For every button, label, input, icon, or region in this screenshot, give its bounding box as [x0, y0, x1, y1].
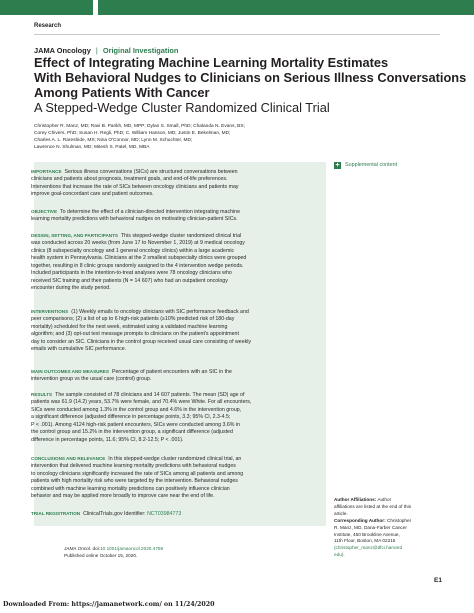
abstract-importance — [31, 168, 321, 199]
trial-registration-text: ClinicalTrials.gov Identifier: — [83, 511, 148, 517]
top-banner — [0, 0, 474, 15]
abstract-line: clinicians and patients about prognosis, treatment goals, and end-of-life preferences. — [31, 176, 228, 183]
abstract-line: mortality) scheduled for the next week, estimated using a validated machine learning — [31, 323, 228, 330]
abstract-line: In this stepped-wedge cluster randomized clinical trial, an — [108, 456, 242, 462]
abstract-line: Percentage of patient encounters with an SIC in the — [111, 369, 232, 375]
abstract-line: to oncology clinicians significantly increased the rate of SICs among all patients and among — [31, 470, 244, 477]
abstract-line: Included participants in the intention-to-treat analyses were 78 oncology clinicians who — [31, 270, 232, 277]
abstract-results — [31, 391, 321, 444]
top-banner-block — [0, 0, 93, 15]
affiliations-block — [334, 497, 444, 559]
article-subtitle: A Stepped-Wedge Cluster Randomized Clinical Trial — [34, 100, 330, 115]
abstract-line: behavior and may be applied more broadly to improve care near the end of life. — [31, 493, 215, 500]
abstract-line: learning mortality predictions with behavioral nudges on motivating clinician-patient SICs. — [31, 216, 238, 223]
section-label: Research — [34, 23, 62, 29]
plus-icon: + — [335, 162, 340, 169]
published-date: Published online October 15, 2020. — [64, 553, 138, 558]
abstract-section-label: MAIN OUTCOMES AND MEASURES — [31, 369, 109, 374]
abstract-line: This stepped-wedge cluster randomized clinical trial — [120, 233, 242, 239]
abstract-design — [31, 232, 321, 293]
citation-journal: JAMA Oncol. — [64, 546, 92, 551]
abstract-line: day to consider an SIC. Clinicians in the control group received usual care consisting of weekly — [31, 338, 252, 345]
journal-name: JAMA Oncology — [34, 46, 91, 55]
corresponding-author-label: Corresponding Author: — [334, 517, 386, 523]
author-line: Corey Chivers, PhD; Susan H. Regli, PhD; C. William Hanson, MD; Justin E. Bekelman, MD; — [34, 131, 231, 137]
author-email-link[interactable]: (christopher_manz@dfci.harvard — [334, 545, 403, 551]
header-divider — [34, 34, 440, 35]
abstract-line: difference in percentage points, 11.6; 95% CI, 8.2-12.5; P < .001). — [31, 436, 184, 443]
journal-kicker — [34, 46, 178, 55]
abstract-line: patients with high mortality risk who were targeted by the intervention. Behavioral nudges — [31, 478, 238, 485]
abstract-objective — [31, 208, 321, 224]
abstract-line: SICs were conducted among 1.3% in the control group and 4.6% in the intervention group, — [31, 406, 242, 413]
abstract-line: improve goal-concordant care and patient outcomes. — [31, 191, 154, 198]
abstract-line: algorithm; and (3) opt-out text message prompts to clinicians on the patient's appointment — [31, 331, 239, 338]
affiliation-line: affiliations are listed at the end of this — [334, 503, 412, 509]
citation-block — [64, 545, 163, 559]
corresponding-author-line: Institute, 450 Brookline Avenue, — [334, 531, 400, 537]
abstract-line: intervention that delivered machine learning mortality predictions with behavioral nudges — [31, 463, 236, 470]
abstract-section-label: CONCLUSIONS AND RELEVANCE — [31, 456, 106, 461]
abstract-line: together, resulting in 8 clinic groups randomly assigned to the 4 intervention wedge periods. — [31, 262, 244, 269]
kicker-separator: | — [95, 46, 98, 55]
abstract-line: encounter during the study period. — [31, 285, 111, 292]
supplemental-content-link[interactable] — [334, 162, 397, 169]
affiliation-line: article. — [334, 510, 348, 516]
abstract-section-label: TRIAL REGISTRATION — [31, 511, 81, 516]
abstract-line: intervention group vs the usual care (control) group. — [31, 376, 152, 383]
top-banner-block — [98, 0, 474, 15]
author-email-link[interactable]: edu). — [334, 552, 345, 558]
download-footer: Downloaded From: https://jamanetwork.com/ on 11/24/2020 — [3, 601, 215, 608]
abstract-line: health system in Pennsylvania. Clinicians at the 2 smallest subspecialty clinics were grouped — [31, 255, 247, 262]
affiliation-line: Author — [376, 497, 392, 502]
supplemental-content-label: Supplemental content — [345, 162, 398, 168]
article-title — [34, 55, 467, 100]
author-list — [34, 123, 334, 151]
abstract-line: Interventions that increase the rate of SICs between oncology clinicians and patients may — [31, 183, 239, 190]
abstract-line: a significant difference (adjusted difference in percentage points, 3.3; 95% CI, 2.3-4.5; — [31, 414, 231, 421]
corresponding-author-line: Christopher — [385, 517, 412, 523]
corresponding-author-line: R. Manz, MD, Dana-Farber Cancer — [334, 524, 407, 530]
abstract-line: the control group and 15.2% in the intervention group, a significant difference (adjusted — [31, 429, 233, 436]
page-number: E1 — [434, 577, 442, 584]
citation-doi-prefix: doi: — [91, 546, 101, 551]
author-line: Lawrence N. Shulman, MD; Mitesh S. Patel, MD, MBA — [34, 145, 150, 151]
abstract-line: Serious illness conversations (SICs) are structured conversations between — [64, 169, 238, 175]
abstract-line: emails with cumulative SIC performance. — [31, 346, 127, 353]
abstract-line: clinics (8 subspecialty oncology and 1 general oncology clinics) within a large academic — [31, 247, 235, 254]
trial-identifier-link[interactable]: NCT03984773 — [147, 511, 182, 517]
abstract-section-label: DESIGN, SETTING, AND PARTICIPANTS — [31, 233, 118, 238]
abstract-line: was conducted across 20 weeks (from June 17 to November 1, 2019) at 9 medical oncology — [31, 240, 245, 247]
corresponding-author-line: 11th Floor, Boston, MA 02215 — [334, 538, 396, 544]
abstract-line: P < .001). Among 4124 high-risk patient encounters, SICs were conducted among 3.6% in — [31, 421, 241, 428]
abstract-line: (1) Weekly emails to oncology clinicians with SIC performance feedback and — [71, 309, 249, 315]
abstract-trial-registration — [31, 510, 321, 518]
abstract-conclusions — [31, 455, 321, 501]
abstract-line: peer comparisons; (2) a list of up to 6 high-risk patients (≥10% predicted risk of 180-day — [31, 316, 235, 323]
doi-link[interactable]: 10.1001/jamaoncol.2020.4759 — [100, 546, 164, 551]
abstract-line: The sample consisted of 78 clinicians and 14 607 patients. The mean (SD) age of — [55, 392, 245, 398]
abstract-section-label: INTERVENTIONS — [31, 309, 69, 314]
abstract-section-label: IMPORTANCE — [31, 169, 62, 174]
abstract-section-label: RESULTS — [31, 392, 53, 397]
abstract-line: received SIC training and their patients (N = 14 607) who had an outpatient oncology — [31, 277, 228, 284]
abstract-interventions — [31, 308, 321, 354]
affiliations-label: Author Affiliations: — [334, 497, 377, 502]
author-line: Christopher R. Manz, MD; Ravi B. Parikh, MD, MPP; Dylan S. Small, PhD; Chalanda N. Evans, BS; — [34, 124, 245, 129]
title-line: With Behavioral Nudges to Clinicians on Serious Illness Conversations — [34, 70, 467, 85]
author-line: Charles A. L. Rareshide, MS; Nina O'Connor, MD; Lynn M. Schuchter, MD; — [34, 138, 193, 144]
abstract-line: patients was 61.9 (14.2) years, 53.7% were female, and 70.4% were White. For all encounters, — [31, 399, 252, 406]
abstract-line: To determine the effect of a clinician-directed intervention integrating machine — [60, 209, 241, 215]
abstract-outcomes — [31, 368, 321, 384]
abstract-section-label: OBJECTIVE — [31, 209, 58, 214]
article-type: Original Investigation — [102, 46, 179, 55]
abstract-line: combined with machine learning mortality predictions can positively influence clinician — [31, 485, 230, 492]
title-line: Effect of Integrating Machine Learning Mortality Estimates — [34, 55, 389, 70]
title-line: Among Patients With Cancer — [34, 85, 210, 100]
